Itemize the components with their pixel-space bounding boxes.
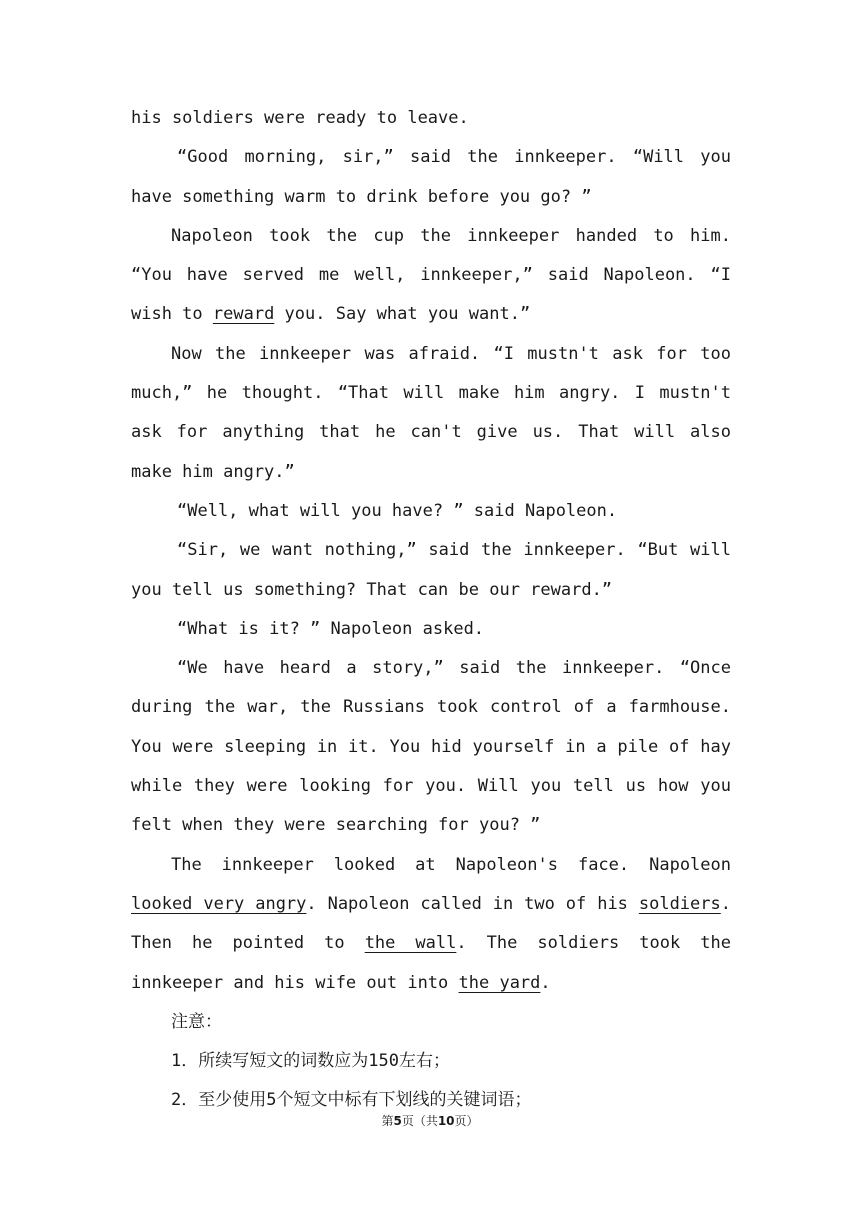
keyword-the-yard: the yard xyxy=(458,972,541,993)
paragraph-9-text-d: . The soldiers took the innkeeper and his wife out into xyxy=(131,933,731,993)
paragraph-9-text-b: . Napoleon called in two of his xyxy=(306,893,639,914)
footer-total-pages: 10 xyxy=(437,1114,455,1128)
footer-prefix: 第 xyxy=(381,1114,394,1128)
keyword-looked-very-angry: looked very angry xyxy=(131,893,307,914)
keyword-reward: reward xyxy=(212,304,275,325)
story-text xyxy=(131,99,731,1121)
paragraph-9-text-c: . Then he pointed to xyxy=(131,893,731,954)
footer-page-number: 5 xyxy=(393,1114,402,1128)
paragraph-6: “Sir, we want nothing,” said the innkeeper. “But will you tell us something? That can be our reward.” xyxy=(131,540,731,600)
paragraph-9-text-e: . xyxy=(540,972,551,993)
notes-item-2: 2．至少使用5个短文中标有下划线的关键词语； xyxy=(171,1090,532,1111)
keyword-soldiers: soldiers xyxy=(638,893,721,914)
notes-item-1: 1．所续写短文的词数应为150左右； xyxy=(171,1051,450,1072)
keyword-the-wall: the wall xyxy=(364,933,457,954)
notes-heading: 注意： xyxy=(171,1011,222,1032)
paragraph-5: “Well, what will you have? ” said Napoleon. xyxy=(177,500,618,521)
paragraph-4: Now the innkeeper was afraid. “I mustn't ask for too much,” he thought. “That will make him angry. I mustn't ask for anything that he can't give us. That will also make him angry.” xyxy=(131,343,731,482)
notes-section xyxy=(131,1003,731,1121)
footer-middle: 页（共 xyxy=(401,1114,438,1128)
page-footer xyxy=(0,1112,860,1129)
paragraph-8: “We have heard a story,” said the innkeeper. “Once during the war, the Russians took control of a farmhouse. You were sleeping in it. You hid yourself in a pile of hay while they were looking for you. Will you tell us how you felt when they were searching for you? ” xyxy=(131,658,731,836)
paragraph-7: “What is it? ” Napoleon asked. xyxy=(177,618,485,639)
paragraph-3-text-a: Napoleon took the cup the innkeeper handed to him. “You have served me well, innkeeper,” said Napoleon. “I wish to xyxy=(131,225,731,325)
paragraph-2: “Good morning, sir,” said the innkeeper. “Will you have something warm to drink before you go? ” xyxy=(131,147,731,207)
paragraph-9-text-a: The innkeeper looked at Napoleon's face. Napoleon xyxy=(171,854,731,875)
footer-suffix: 页） xyxy=(454,1114,479,1128)
paragraph-9 xyxy=(131,846,731,1003)
paragraph-1: his soldiers were ready to leave. xyxy=(131,108,469,128)
paragraph-3-text-b: you. Say what you want.” xyxy=(274,304,531,325)
paragraph-3 xyxy=(131,217,731,335)
